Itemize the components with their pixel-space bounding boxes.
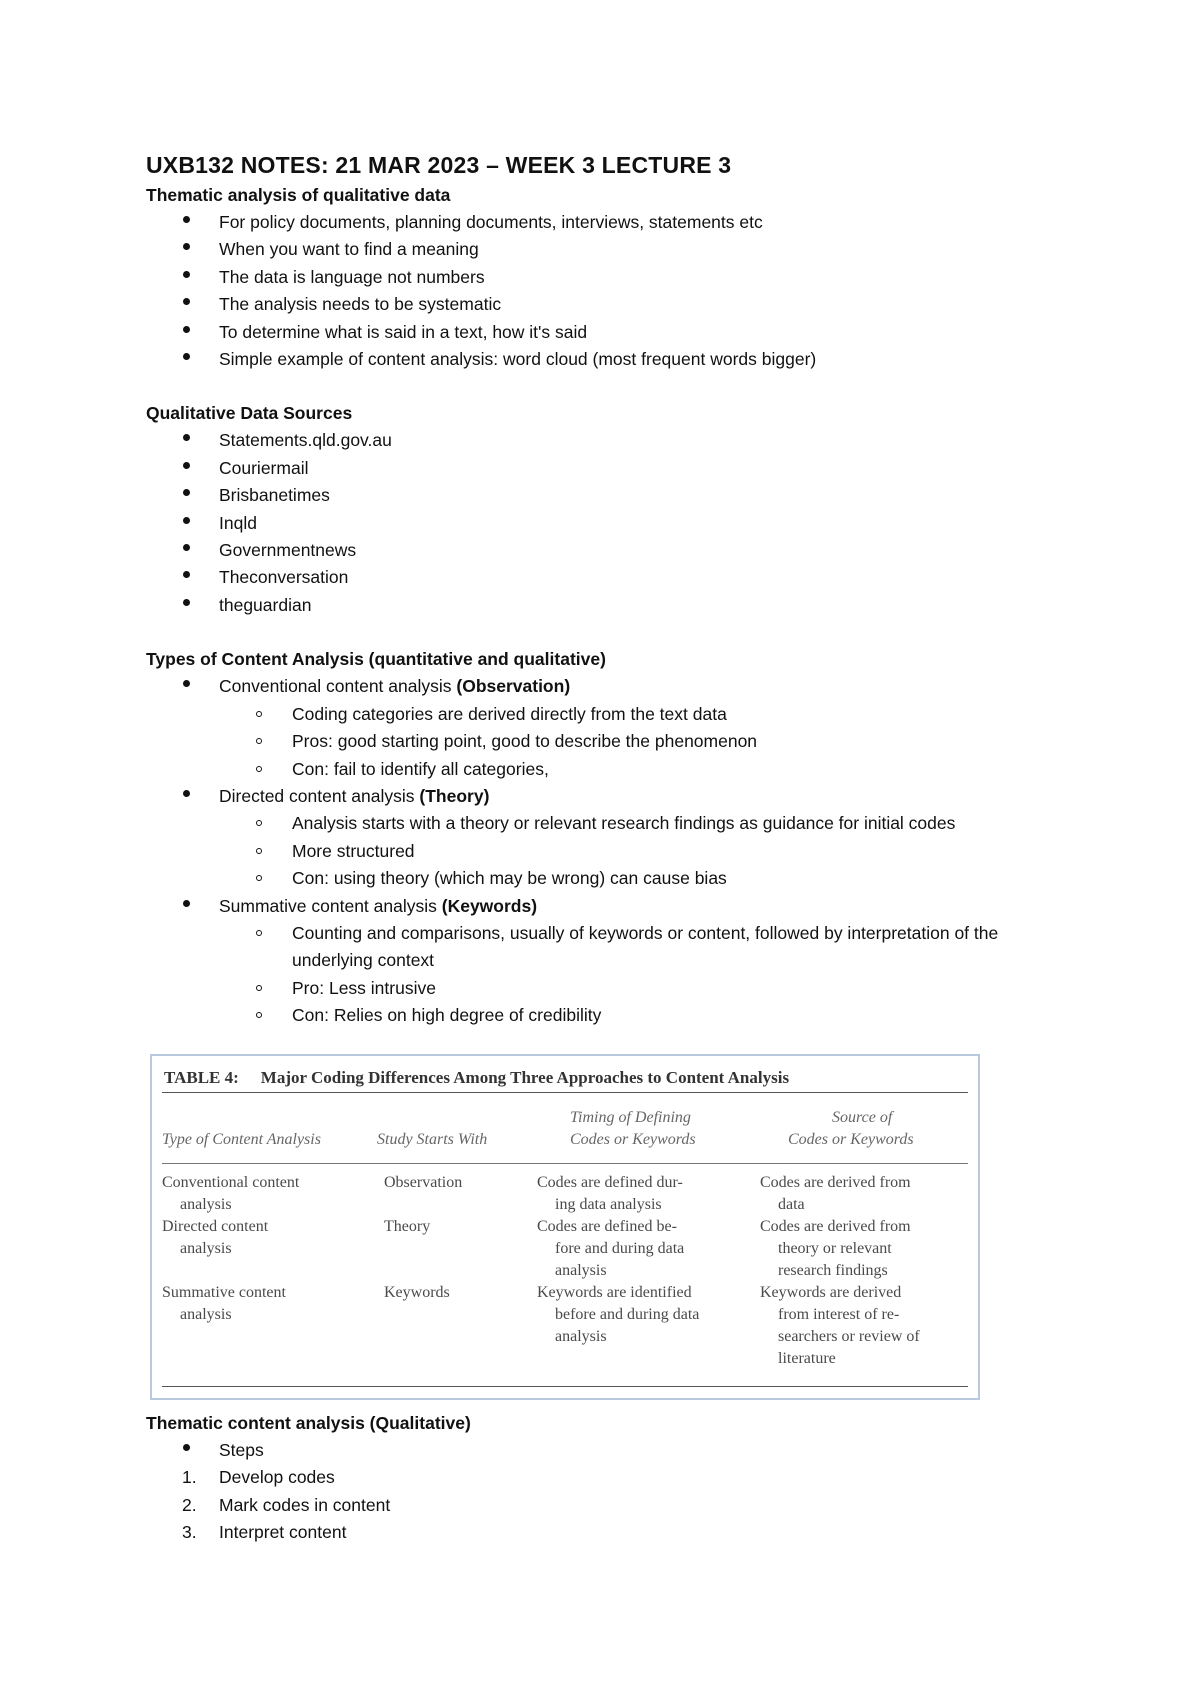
table-cell: Conventional content analysis bbox=[162, 1174, 300, 1213]
notes-body bbox=[146, 148, 1046, 1030]
circle-bullet-icon bbox=[256, 875, 262, 881]
list-item: When you want to find a meaning bbox=[146, 236, 1046, 263]
table-figure bbox=[150, 1054, 980, 1400]
bullet-icon bbox=[183, 680, 190, 687]
table-cell: Directed content analysis bbox=[162, 1218, 269, 1257]
list-item-directed: Directed content analysis (Theory) Analysis starts with a theory or relevant research findings as guidance for initial codes More structured Con: using theory (which may be wrong) can cause bias bbox=[146, 783, 1046, 893]
circle-bullet-icon bbox=[256, 766, 262, 772]
sublist bbox=[219, 810, 1046, 892]
column-header-source-1: Source of bbox=[832, 1109, 893, 1126]
steps-bullet-list bbox=[146, 1437, 1046, 1464]
list-item: For policy documents, planning documents, interviews, statements etc bbox=[146, 209, 1046, 236]
bullet-icon bbox=[183, 489, 190, 496]
table-cell: Keywords bbox=[384, 1284, 450, 1301]
circle-bullet-icon bbox=[256, 711, 262, 717]
bullet-icon bbox=[183, 517, 190, 524]
bullet-icon bbox=[183, 1444, 190, 1451]
circle-bullet-icon bbox=[256, 1012, 262, 1018]
list-item: Governmentnews bbox=[146, 537, 1046, 564]
bullet-icon bbox=[183, 271, 190, 278]
numbered-item: 1. Develop codes bbox=[182, 1467, 335, 1488]
sub-item: More structured bbox=[219, 838, 1046, 865]
bullet-icon bbox=[183, 298, 190, 305]
list-item: Simple example of content analysis: word cloud (most frequent words bigger) bbox=[146, 346, 1046, 373]
bullet-icon bbox=[183, 353, 190, 360]
table-caption: TABLE 4: Major Coding Differences Among Three Approaches to Content Analysis bbox=[162, 1064, 968, 1093]
circle-bullet-icon bbox=[256, 820, 262, 826]
numbered-item: 3. Interpret content bbox=[182, 1522, 347, 1543]
numbered-item: 2. Mark codes in content bbox=[182, 1494, 391, 1515]
column-header-type: Type of Content Analysis bbox=[162, 1131, 321, 1148]
sub-item: Counting and comparisons, usually of keywords or content, followed by interpretation of the underlying context bbox=[219, 920, 1046, 975]
list-item: To determine what is said in a text, how it's said bbox=[146, 319, 1046, 346]
bullet-icon bbox=[183, 599, 190, 606]
page-title: UXB132 NOTES: 21 MAR 2023 – WEEK 3 LECTURE 3 bbox=[146, 152, 732, 178]
list-item: Theconversation bbox=[146, 564, 1046, 591]
list-item-conventional: Conventional content analysis (Observation) Coding categories are derived directly from the text data Pros: good starting point, good to describe the phenomenon Con: fail to identify all categories, bbox=[146, 673, 1046, 783]
circle-bullet-icon bbox=[256, 985, 262, 991]
sub-item: Con: using theory (which may be wrong) can cause bias bbox=[219, 865, 1046, 892]
section-heading-types: Types of Content Analysis (quantitative and qualitative) bbox=[146, 649, 606, 670]
list-item: The analysis needs to be systematic bbox=[146, 291, 1046, 318]
circle-bullet-icon bbox=[256, 738, 262, 744]
section-heading-thematic: Thematic analysis of qualitative data bbox=[146, 185, 451, 205]
bullet-icon bbox=[183, 462, 190, 469]
bullet-icon bbox=[183, 544, 190, 551]
table-cell: Keywords are derived from interest of re- searchers or review of literature bbox=[760, 1284, 920, 1367]
table-cell: Codes are defined dur- ing data analysis bbox=[537, 1174, 683, 1213]
list-item: Statements.qld.gov.au bbox=[146, 427, 1046, 454]
circle-bullet-icon bbox=[256, 848, 262, 854]
bullet-icon bbox=[183, 571, 190, 578]
table-bottom-rule bbox=[162, 1386, 968, 1387]
column-header-starts: Study Starts With bbox=[377, 1131, 488, 1148]
sub-item: Analysis starts with a theory or relevant research findings as guidance for initial codes bbox=[219, 810, 1046, 837]
sub-item: Pros: good starting point, good to describe the phenomenon bbox=[219, 728, 1046, 755]
list-item: Steps bbox=[146, 1437, 1046, 1464]
bullet-icon bbox=[183, 434, 190, 441]
sub-item: Pro: Less intrusive bbox=[219, 975, 1046, 1002]
table-cell: Codes are defined be- fore and during data analysis bbox=[537, 1218, 685, 1279]
sublist bbox=[219, 701, 1046, 783]
steps-numbered-list bbox=[146, 1464, 1046, 1546]
table-header bbox=[162, 1093, 968, 1164]
table-cell: Codes are derived from theory or relevant research findings bbox=[760, 1218, 911, 1279]
sub-item: Coding categories are derived directly from the text data bbox=[219, 701, 1046, 728]
column-header-timing-2: Codes or Keywords bbox=[570, 1131, 696, 1148]
table-body bbox=[162, 1164, 968, 1386]
bullet-icon bbox=[183, 790, 190, 797]
table-cell: Codes are derived from data bbox=[760, 1174, 911, 1213]
sub-item: Con: fail to identify all categories, bbox=[219, 756, 1046, 783]
thematic-list bbox=[146, 209, 1046, 373]
sources-list bbox=[146, 427, 1046, 619]
list-item: Couriermail bbox=[146, 455, 1046, 482]
list-item: theguardian bbox=[146, 592, 1046, 619]
bullet-icon bbox=[183, 216, 190, 223]
bullet-icon bbox=[183, 243, 190, 250]
list-item: Inqld bbox=[146, 510, 1046, 537]
sub-item: Con: Relies on high degree of credibility bbox=[219, 1002, 1046, 1029]
circle-bullet-icon bbox=[256, 930, 262, 936]
sublist bbox=[219, 920, 1046, 1030]
table-cell: Theory bbox=[384, 1218, 431, 1235]
section-heading-thematic-content: Thematic content analysis (Qualitative) bbox=[146, 1413, 471, 1433]
list-item-summative: Summative content analysis (Keywords) Counting and comparisons, usually of keywords or content, followed by interpretation of the underlying context Pro: Less intrusive Con: Relies on high degree of credibility bbox=[146, 893, 1046, 1030]
list-item: Brisbanetimes bbox=[146, 482, 1046, 509]
table-cell: Observation bbox=[384, 1174, 463, 1191]
section-heading-sources: Qualitative Data Sources bbox=[146, 403, 353, 424]
bullet-icon bbox=[183, 900, 190, 907]
types-list bbox=[146, 673, 1046, 1029]
table-cell: Summative content analysis bbox=[162, 1284, 286, 1323]
bullet-icon bbox=[183, 326, 190, 333]
column-header-timing-1: Timing of Defining bbox=[570, 1109, 691, 1126]
column-header-source-2: Codes or Keywords bbox=[788, 1131, 914, 1148]
list-item: The data is language not numbers bbox=[146, 264, 1046, 291]
table-cell: Keywords are identified before and during data analysis bbox=[537, 1284, 700, 1345]
thematic-content-section bbox=[146, 1410, 1046, 1547]
